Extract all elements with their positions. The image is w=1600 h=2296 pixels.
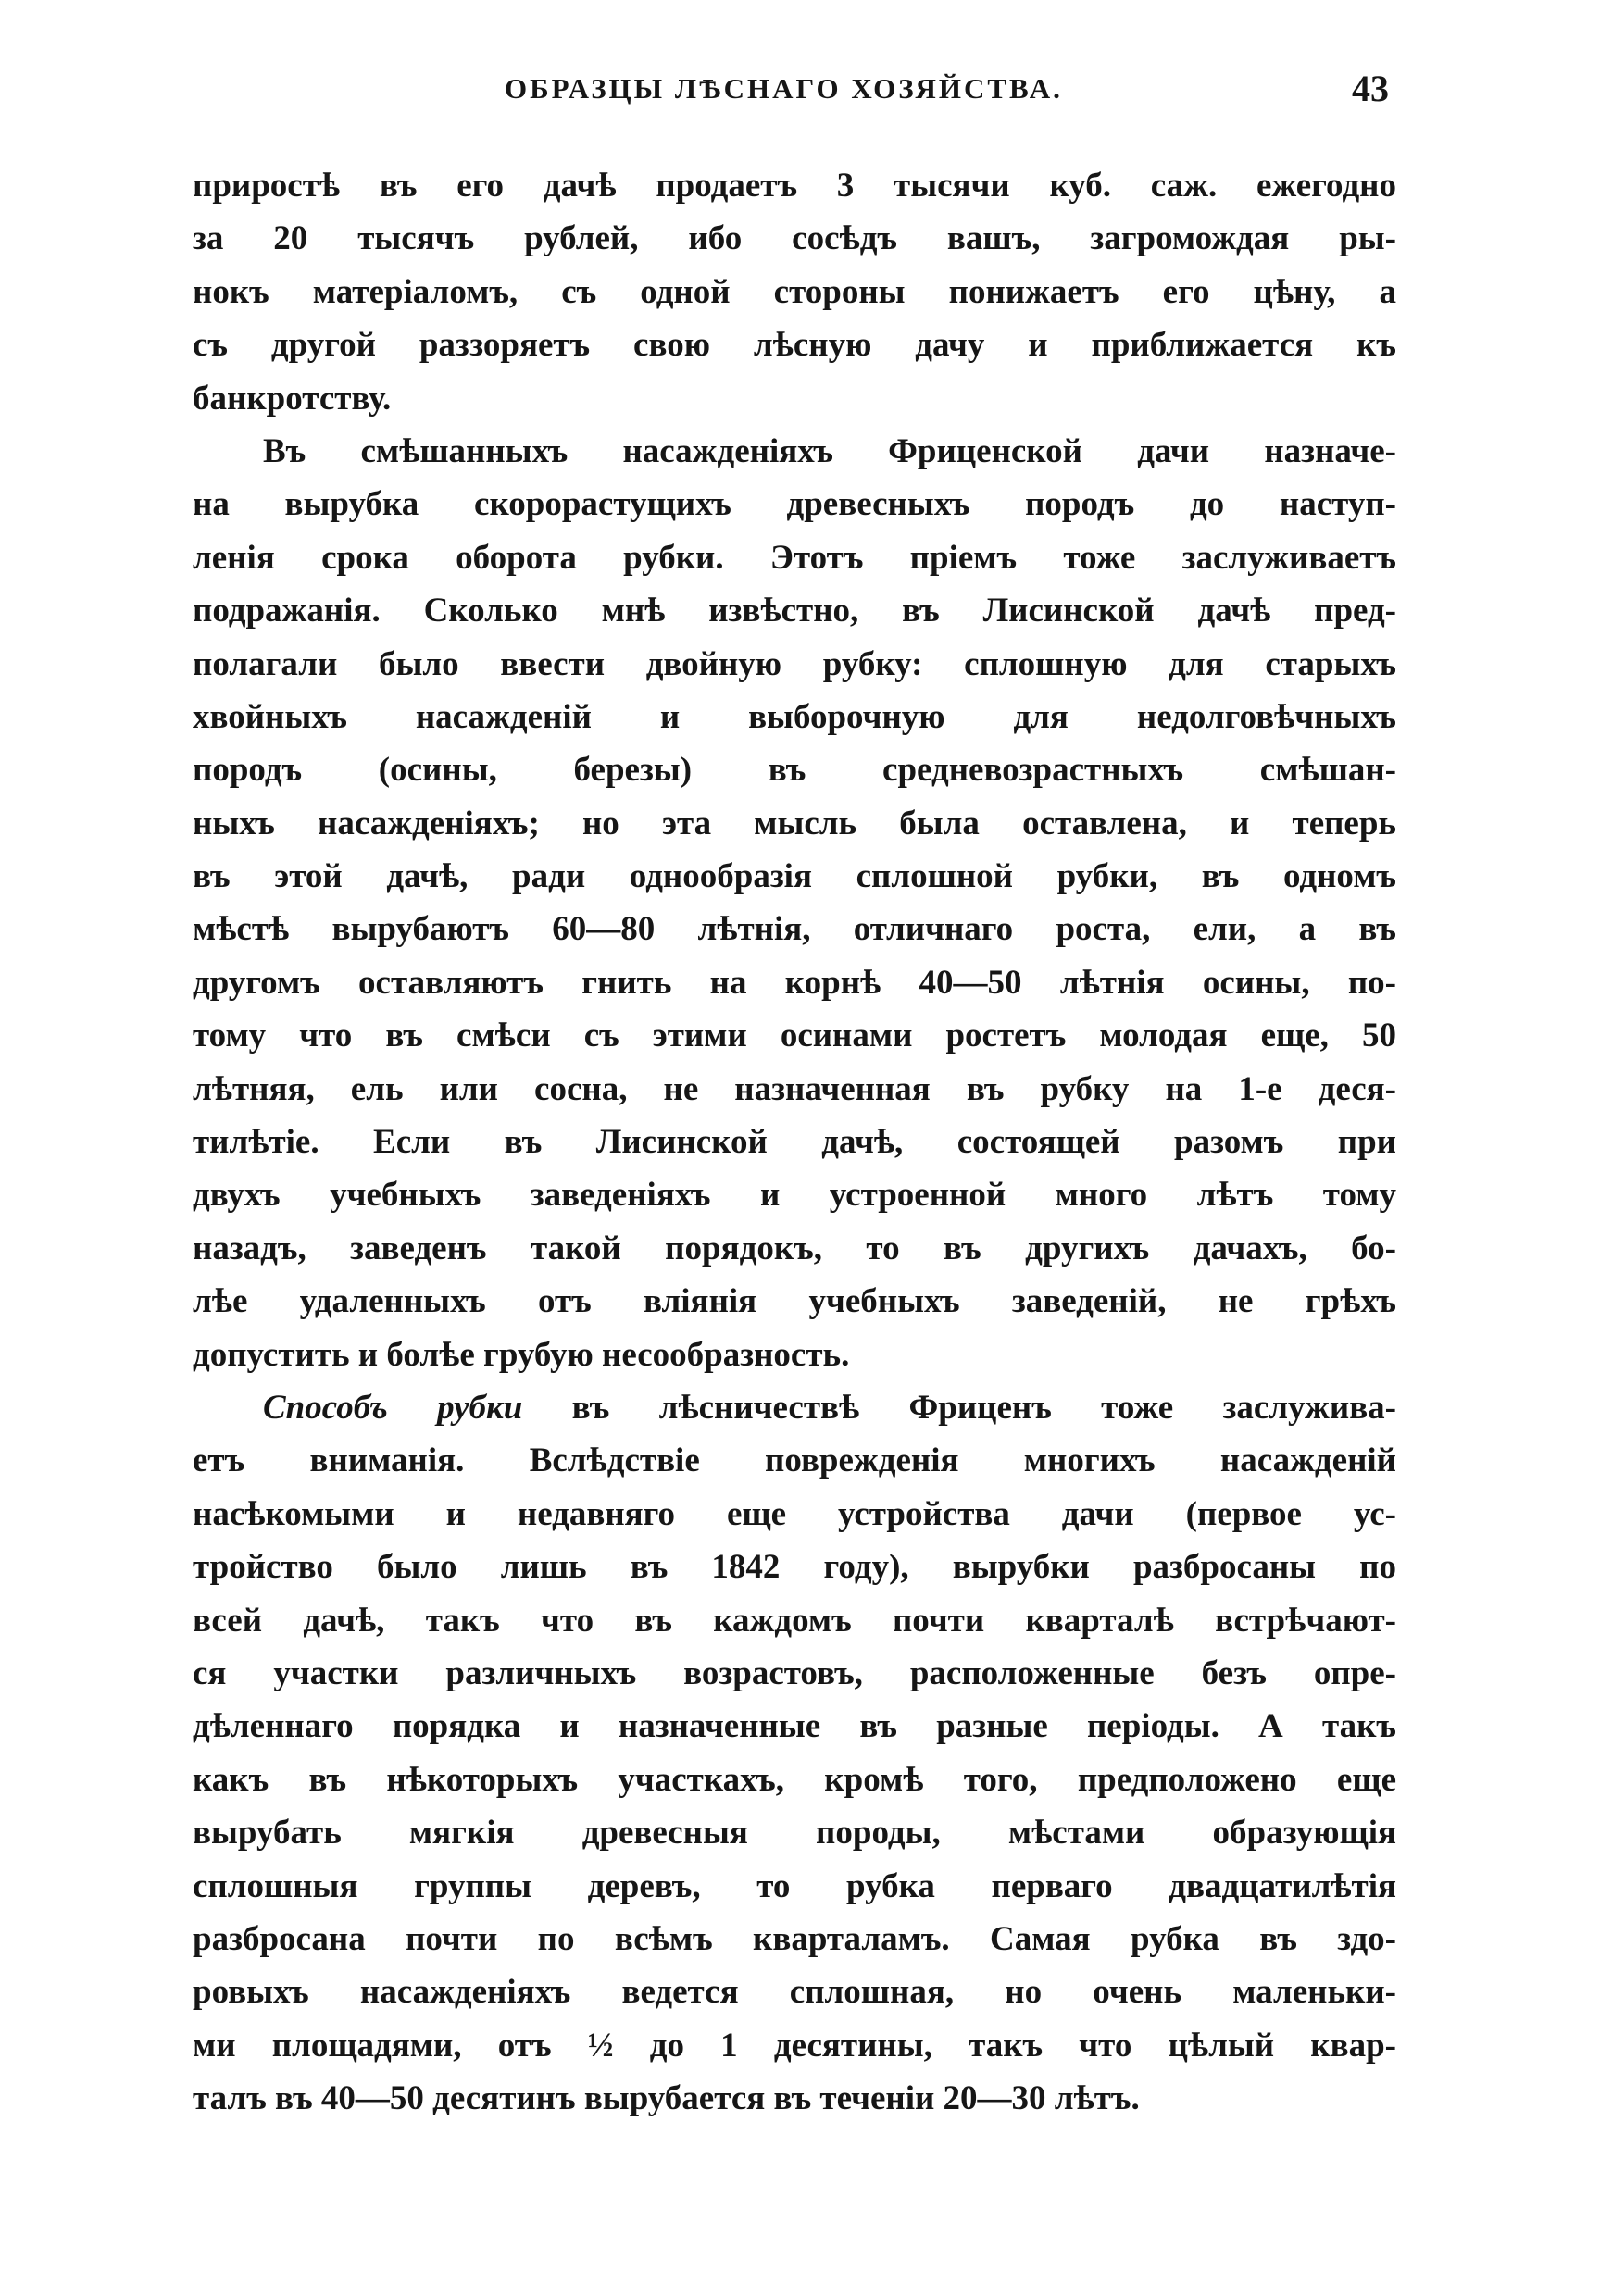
text-line: ныхъ насажденіяхъ; но эта мысль была оставлена, и теперь bbox=[193, 804, 1396, 842]
paragraph-3 bbox=[193, 1381, 1396, 2125]
text-line-with-italic-lead bbox=[193, 1381, 1396, 1434]
text-line: ся участки различныхъ возрастовъ, расположенные безъ опре- bbox=[193, 1653, 1396, 1692]
text-line: тилѣтіе. Если въ Лисинской дачѣ, состоящей разомъ при bbox=[193, 1123, 1396, 1162]
text-line: какъ въ нѣкоторыхъ участкахъ, кромѣ того, предположено еще bbox=[193, 1760, 1396, 1799]
text-line: ми площадями, отъ ½ до 1 десятины, такъ что цѣлый квар- bbox=[193, 2026, 1396, 2065]
text-line: Въ смѣшанныхъ насажденіяхъ Фриценской дачи назначе- bbox=[263, 431, 1396, 470]
text-line: въ этой дачѣ, ради однообразія сплошной рубки, въ одномъ bbox=[193, 857, 1396, 896]
text-line: банкротству. bbox=[193, 379, 392, 418]
text-line: лѣе удаленныхъ отъ вліянія учебныхъ заведеній, не грѣхъ bbox=[193, 1282, 1396, 1321]
text-line-rest: въ лѣсничествѣ Фриценъ тоже заслужива- bbox=[522, 1388, 1396, 1427]
text-line: приростѣ въ его дачѣ продаетъ 3 тысячи куб. саж. ежегодно bbox=[193, 167, 1396, 205]
text-line: нокъ матеріаломъ, съ одной стороны понижаетъ его цѣну, а bbox=[193, 272, 1396, 311]
text-line: двухъ учебныхъ заведеніяхъ и устроенной много лѣтъ тому bbox=[193, 1176, 1396, 1215]
text-line: разбросана почти по всѣмъ кварталамъ. Самая рубка въ здо- bbox=[193, 1919, 1396, 1958]
text-line: за 20 тысячъ рублей, ибо сосѣдъ вашъ, загромождая ры- bbox=[193, 219, 1396, 258]
text-line: ровыхъ насажденіяхъ ведется сплошная, но очень маленьки- bbox=[193, 1973, 1396, 2012]
text-line: тому что въ смѣси съ этими осинами ростетъ молодая еще, 50 bbox=[193, 1017, 1396, 1055]
text-line: лѣтняя, ель или сосна, не назначенная въ рубку на 1-е деся- bbox=[193, 1069, 1396, 1108]
text-line: назадъ, заведенъ такой порядокъ, то въ другихъ дачахъ, бо- bbox=[193, 1229, 1396, 1267]
text-line: полагали было ввести двойную рубку: сплошную для старыхъ bbox=[193, 644, 1396, 683]
text-line: ленія срока оборота рубки. Этотъ пріемъ тоже заслуживаетъ bbox=[193, 538, 1396, 577]
page-number: 43 bbox=[1352, 68, 1389, 109]
text-line: подражанія. Сколько мнѣ извѣстно, въ Лисинской дачѣ пред- bbox=[193, 592, 1396, 630]
text-line: съ другой раззоряетъ свою лѣсную дачу и приближается къ bbox=[193, 326, 1396, 365]
text-line: дѣленнаго порядка и назначенные въ разные періоды. А такъ bbox=[193, 1707, 1396, 1746]
text-line: мѣстѣ вырубаютъ 60—80 лѣтнія, отличнаго роста, ели, а въ bbox=[193, 910, 1396, 949]
text-line: хвойныхъ насажденій и выборочную для недолговѣчныхъ bbox=[193, 697, 1396, 736]
text-line: вырубать мягкія древесныя породы, мѣстами образующія bbox=[193, 1814, 1396, 1853]
text-line: талъ въ 40—50 десятинъ вырубается въ теченіи 20—30 лѣтъ. bbox=[193, 2079, 1140, 2118]
text-line: допустить и болѣе грубую несообразность. bbox=[193, 1335, 850, 1374]
running-head bbox=[185, 67, 1389, 122]
text-line: насѣкомыми и недавняго еще устройства дачи (первое ус- bbox=[193, 1494, 1396, 1533]
text-line: етъ вниманія. Вслѣдствіе поврежденія многихъ насажденій bbox=[193, 1441, 1396, 1480]
italic-lead: Способъ рубки bbox=[263, 1388, 523, 1427]
text-line: сплошныя группы деревъ, то рубка перваго двадцатилѣтія bbox=[193, 1866, 1396, 1905]
text-line: на вырубка скорорастущихъ древесныхъ породъ до наступ- bbox=[193, 485, 1396, 524]
paragraph-2 bbox=[193, 425, 1396, 1381]
text-line: породъ (осины, березы) въ средневозрастныхъ смѣшан- bbox=[193, 751, 1396, 790]
text-line: другомъ оставляютъ гнить на корнѣ 40—50 лѣтнія осины, по- bbox=[193, 963, 1396, 1002]
paragraph-1 bbox=[193, 159, 1396, 425]
body-text bbox=[193, 159, 1396, 2125]
text-line: тройство было лишь въ 1842 году), вырубки разбросаны по bbox=[193, 1548, 1396, 1587]
running-title: ОБРАЗЦЫ ЛѢСНАГО ХОЗЯЙСТВА. bbox=[505, 72, 1063, 105]
text-line: всей дачѣ, такъ что въ каждомъ почти кварталѣ встрѣчают- bbox=[193, 1601, 1396, 1640]
